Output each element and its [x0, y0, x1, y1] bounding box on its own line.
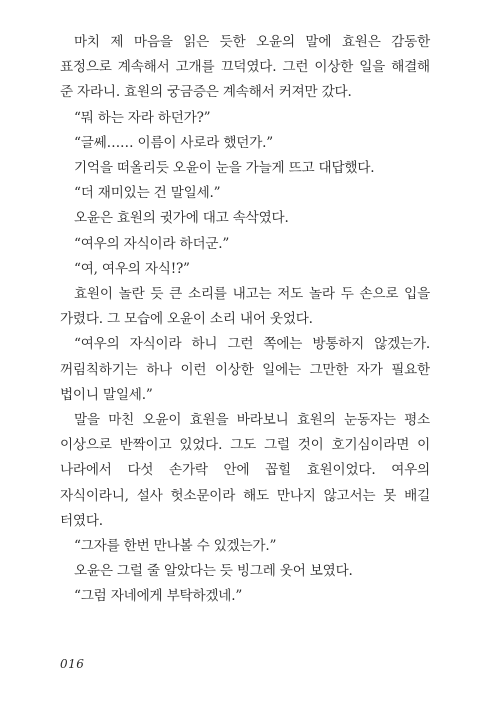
- paragraph: 효원이 놀란 듯 큰 소리를 내고는 저도 놀라 두 손으로 입을 가렸다. 그 모습에 오윤이 소리 내어 웃었다.: [60, 286, 430, 328]
- paragraph: 기억을 떠올리듯 오윤이 눈을 가늘게 뜨고 대답했다.: [74, 160, 375, 177]
- dialogue-line: “글쎄…… 이름이 사로라 했던가.”: [74, 134, 274, 151]
- dialogue-line: “여, 여우의 자식!?”: [74, 260, 190, 277]
- dialogue-line: “더 재미있는 건 말일세.”: [74, 185, 221, 202]
- dialogue-line: “그자를 한번 만나볼 수 있겠는가.”: [74, 538, 277, 555]
- dialogue-line: “그럼 자네에게 부탁하겠네.”: [74, 588, 243, 605]
- paragraph: 오윤은 효원의 귓가에 대고 속삭였다.: [74, 210, 289, 227]
- page-number: 016: [60, 657, 85, 671]
- paragraph: 말을 마친 오윤이 효원을 바라보니 효원의 눈동자는 평소 이상으로 반짝이고 있었다. 그도 그럴 것이 호기심이라면 이 나라에서 다섯 손가락 안에 꼽힐 효원이었다. 여우의 자식이라니, 설사 헛소문이라 해도 만나지 않고서는 못 배길 터였다.: [60, 412, 430, 529]
- dialogue-line: “여우의 자식이라 하니 그런 쪽에는 방통하지 않겠는가. 꺼림칙하기는 하나 이런 이상한 일에는 그만한 자가 필요한 법이니 말일세.”: [60, 336, 430, 403]
- paragraph: 오윤은 그럴 줄 알았다는 듯 빙그레 웃어 보였다.: [74, 563, 353, 580]
- dialogue-line: “뭐 하는 자라 하던가?”: [74, 109, 211, 126]
- paragraph: 마치 제 마음을 읽은 듯한 오윤의 말에 효원은 감동한 표정으로 계속해서 고개를 끄덕였다. 그런 이상한 일을 해결해 준 자라니. 효원의 궁금증은 계속해서 커져만 갔다.: [60, 34, 430, 101]
- dialogue-line: “여우의 자식이라 하더군.”: [74, 235, 230, 252]
- body-text: [60, 30, 430, 610]
